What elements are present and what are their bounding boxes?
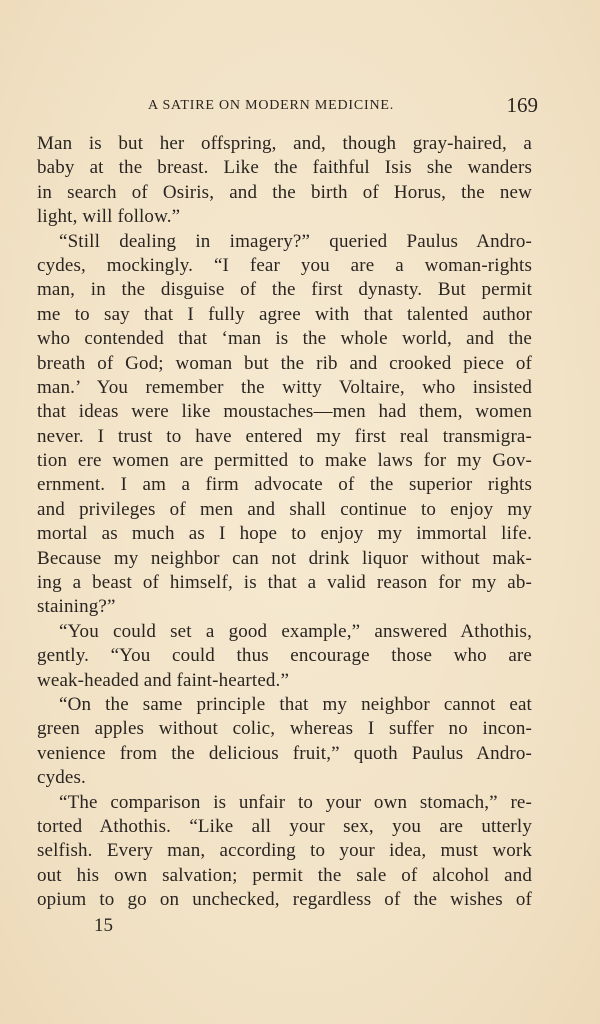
text-line: “On the same principle that my neighbor cannot eat (59, 693, 532, 715)
text-line: green apples without colic, whereas I suffer no incon- (37, 718, 532, 740)
text-line: weak-headed and faint-hearted.” (37, 669, 290, 691)
text-line: tion ere women are permitted to make laws for my Gov- (37, 450, 532, 472)
text-line: opium to go on unchecked, regardless of the wishes of (37, 889, 532, 911)
text-line: “The comparison is unfair to your own stomach,” re- (59, 791, 532, 813)
text-line: out his own salvation; permit the sale of alcohol and (37, 864, 532, 886)
text-line: light, will follow.” (37, 206, 181, 228)
text-line: selfish. Every man, according to your idea, must work (37, 840, 532, 862)
text-line: and privileges of men and shall continue to enjoy my (37, 498, 532, 520)
text-line: “Still dealing in imagery?” queried Paulus Andro- (59, 230, 532, 252)
text-line: Man is but her offspring, and, though gray-haired, a (37, 133, 532, 154)
text-line: cydes, mockingly. “I fear you are a woman-rights (37, 254, 532, 276)
text-line: that ideas were like moustaches—men had them, women (37, 401, 532, 423)
text-line: gently. “You could thus encourage those who are (37, 645, 532, 667)
text-line: never. I trust to have entered my first real transmigra- (37, 425, 532, 447)
text-line: in search of Osiris, and the birth of Horus, the new (37, 181, 532, 203)
text-line: venience from the delicious fruit,” quoth Paulus Andro- (37, 742, 532, 764)
page-number: 169 (506, 93, 538, 117)
text-line: cydes. (37, 767, 86, 789)
text-line: staining?” (37, 596, 116, 618)
text-line: ing a beast of himself, is that a valid reason for my ab- (37, 572, 532, 594)
text-line: man.’ You remember the witty Voltaire, who insisted (37, 376, 532, 398)
text-line: mortal as much as I hope to enjoy my immortal life. (37, 523, 532, 545)
running-title: A SATIRE ON MODERN MEDICINE. (148, 98, 395, 113)
signature-mark: 15 (94, 915, 113, 936)
running-head (148, 93, 538, 118)
text-line: Because my neighbor can not drink liquor without mak- (37, 547, 532, 569)
text-line: ernment. I am a firm advocate of the superior rights (37, 474, 532, 496)
text-line: man, in the disguise of the first dynasty. But permit (37, 279, 532, 301)
text-line: torted Athothis. “Like all your sex, you are utterly (37, 815, 532, 837)
text-line: breath of God; woman but the rib and crooked piece of (37, 352, 532, 374)
body-text (37, 132, 532, 913)
text-line: me to say that I fully agree with that talented author (37, 303, 532, 325)
text-line: baby at the breast. Like the faithful Isis she wanders (37, 157, 532, 179)
text-line: “You could set a good example,” answered Athothis, (59, 620, 532, 642)
text-line: who contended that ‘man is the whole world, and the (37, 328, 532, 350)
